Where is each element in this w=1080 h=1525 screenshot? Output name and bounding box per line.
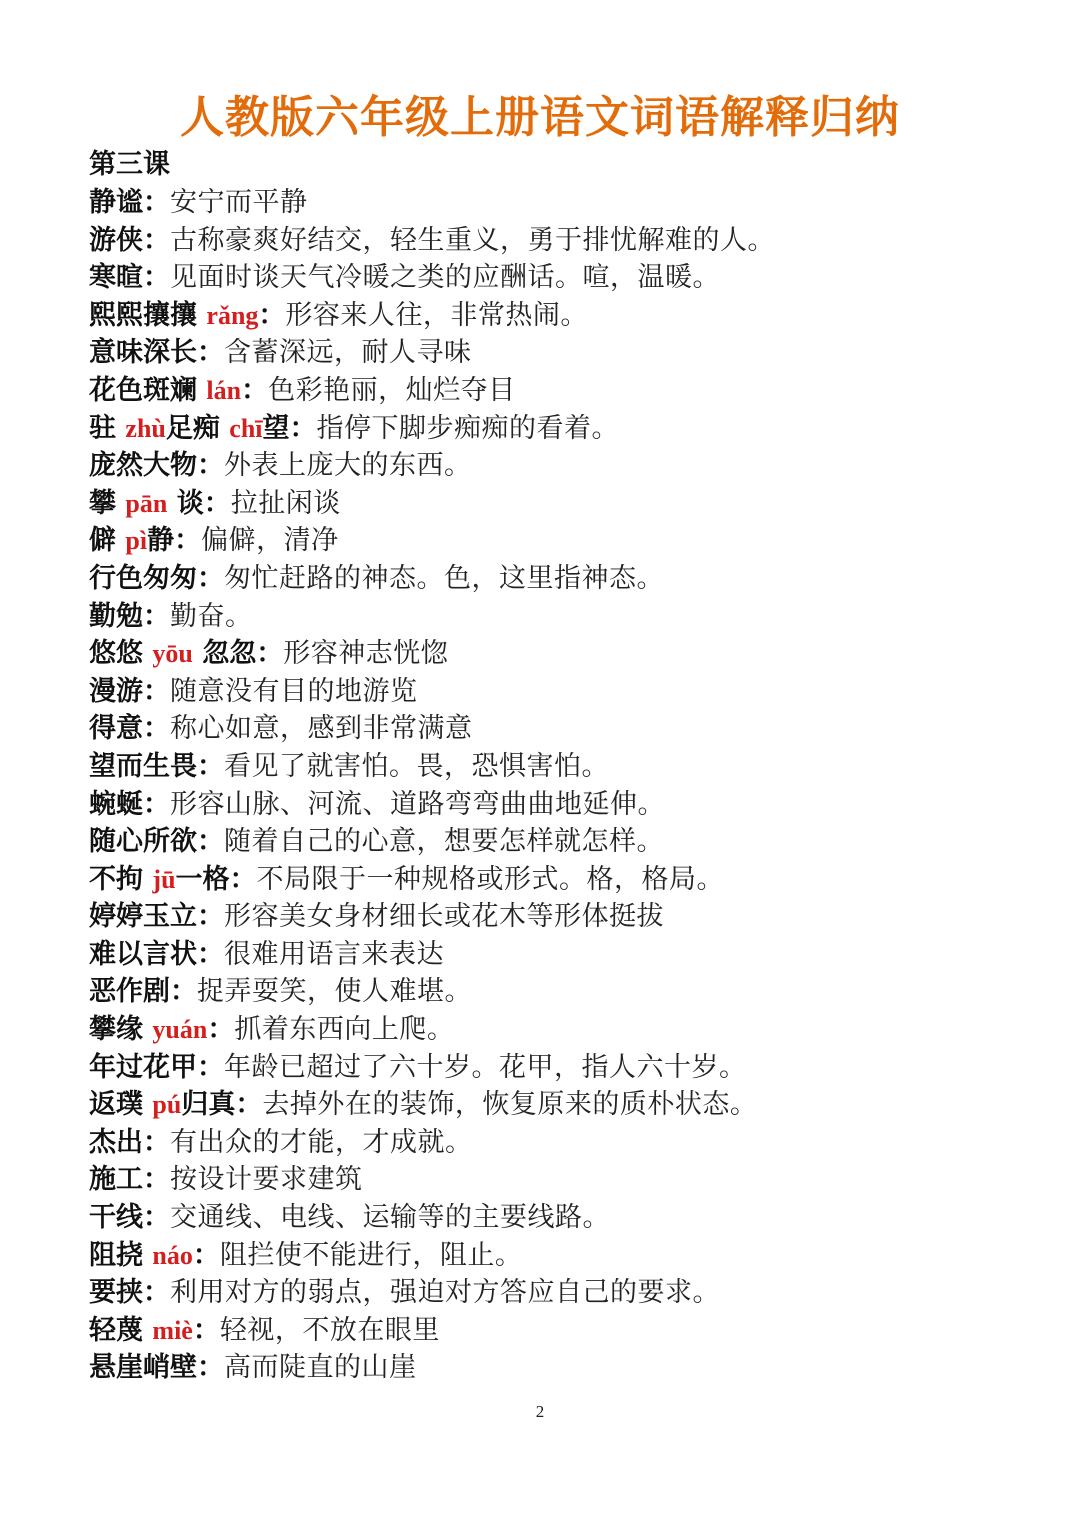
term-text: 僻: [89, 525, 126, 557]
vocab-term: [89, 563, 197, 594]
term-separator: ：: [235, 1089, 263, 1121]
term-definition: 指停下脚步痴痴的看着。: [316, 412, 620, 444]
vocab-entry: [89, 598, 1049, 636]
term-separator: ：: [192, 1239, 220, 1271]
vocab-entry: [89, 898, 1049, 936]
term-separator: ：: [143, 788, 170, 820]
vocab-term: [89, 976, 170, 1007]
term-text: 阻挠: [89, 1239, 153, 1271]
term-text: 悬崖峭壁: [89, 1352, 197, 1384]
vocab-term: [89, 713, 143, 744]
term-text: 意味深长: [89, 337, 197, 369]
vocab-term: [89, 901, 197, 932]
term-text: 攀: [89, 487, 126, 519]
term-definition: 利用对方的弱点，强迫对方答应自己的要求。: [170, 1277, 720, 1309]
vocab-term: [89, 676, 143, 707]
vocab-entry: [89, 372, 1049, 410]
term-separator: ：: [197, 750, 224, 782]
vocab-entry: [89, 410, 1049, 448]
term-text: 静: [147, 525, 175, 557]
vocab-term: [89, 789, 143, 820]
term-separator: ：: [197, 1352, 224, 1384]
term-text: 花色斑斓: [89, 374, 207, 406]
term-definition: 安宁而平静: [170, 187, 308, 218]
vocab-term: [89, 488, 204, 519]
term-separator: ：: [197, 450, 224, 482]
term-definition: 去掉外在的装饰，恢复原来的质朴状态。: [262, 1089, 758, 1121]
term-separator: ：: [143, 262, 170, 294]
vocab-term: [89, 826, 197, 857]
vocab-entry: [89, 1349, 1049, 1387]
vocab-term: [89, 1014, 207, 1045]
vocab-term: [89, 1127, 143, 1158]
lesson-heading: 第三课: [89, 149, 170, 180]
term-separator: ：: [258, 299, 286, 331]
vocab-term: [89, 939, 197, 970]
vocab-term: [89, 1202, 143, 1233]
term-definition: 不局限于一种规格或形式。格，格局。: [256, 863, 725, 895]
term-definition: 古称豪爽好结交，轻生重义，勇于排忧解难的人。: [170, 224, 775, 256]
vocabulary-list: [89, 184, 1049, 1387]
vocab-entry: [89, 1049, 1049, 1087]
term-text: 婷婷玉立: [89, 901, 197, 933]
vocab-term: [89, 525, 174, 556]
vocab-entry: [89, 748, 1049, 786]
term-text: 漫游: [89, 675, 143, 707]
term-definition: 含蓄深远，耐人寻味: [224, 337, 472, 369]
term-definition: 阻拦使不能进行，阻止。: [219, 1239, 523, 1271]
vocab-entry: [89, 259, 1049, 297]
term-separator: ：: [143, 1164, 170, 1196]
pinyin-annotation: chī: [229, 413, 263, 443]
term-separator: ：: [143, 187, 170, 218]
pinyin-annotation: rǎng: [206, 300, 259, 330]
term-text: 恶作剧: [89, 976, 170, 1008]
term-definition: 称心如意，感到非常满意: [170, 713, 473, 745]
term-definition: 勤奋。: [170, 600, 253, 632]
vocab-entry: [89, 560, 1049, 598]
pinyin-annotation: lán: [206, 375, 242, 405]
term-text: 随心所欲: [89, 826, 197, 858]
pinyin-annotation: náo: [152, 1240, 193, 1270]
vocab-term: [89, 1164, 143, 1195]
term-separator: ：: [203, 487, 231, 519]
term-definition: 拉扯闲谈: [230, 487, 341, 519]
term-definition: 外表上庞大的东西。: [224, 450, 472, 482]
vocab-entry: [89, 861, 1049, 899]
vocab-entry: [89, 1161, 1049, 1199]
vocab-term: [89, 1089, 235, 1120]
term-text: 施工: [89, 1164, 143, 1196]
term-separator: ：: [143, 1277, 170, 1309]
term-definition: 形容来人往，非常热闹。: [285, 299, 588, 331]
term-definition: 形容美女身材细长或花木等形体挺拔: [224, 901, 664, 933]
term-definition: 抓着东西向上爬。: [234, 1014, 455, 1046]
vocab-entry: [89, 222, 1049, 260]
term-text: 勤勉: [89, 600, 143, 632]
vocab-entry: [89, 673, 1049, 711]
vocab-term: [89, 300, 258, 331]
vocab-term: [89, 337, 197, 368]
term-text: 望: [262, 412, 290, 444]
vocab-entry: [89, 297, 1049, 335]
vocab-term: [89, 225, 143, 256]
term-definition: 色彩艳丽，灿烂夺目: [268, 374, 516, 406]
term-separator: ：: [289, 412, 317, 444]
term-text: 蜿蜒: [89, 788, 143, 820]
vocab-entry: [89, 485, 1049, 523]
vocab-entry: [89, 184, 1049, 222]
vocab-entry: [89, 710, 1049, 748]
vocab-term: [89, 375, 241, 406]
pinyin-annotation: yōu: [152, 639, 193, 669]
term-text: 难以言状: [89, 938, 197, 970]
term-text: 一格: [175, 863, 230, 895]
vocab-term: [89, 1352, 197, 1383]
pinyin-annotation: pān: [125, 488, 168, 518]
vocab-entry: [89, 1312, 1049, 1350]
term-text: 谈: [167, 487, 204, 519]
term-separator: ：: [143, 1202, 170, 1234]
term-text: 干线: [89, 1202, 143, 1234]
term-definition: 形容神志恍惚: [283, 638, 449, 670]
term-definition: 随意没有目的地游览: [170, 675, 418, 707]
vocab-term: [89, 187, 143, 218]
term-text: 归真: [181, 1089, 236, 1121]
term-text: 行色匆匆: [89, 562, 197, 594]
term-text: 游侠: [89, 224, 143, 256]
term-text: 忽忽: [192, 638, 257, 670]
vocab-entry: [89, 1086, 1049, 1124]
vocab-term: [89, 450, 197, 481]
term-separator: ：: [229, 863, 257, 895]
term-definition: 见面时谈天气冷暖之类的应酬话。喧，温暖。: [170, 262, 720, 294]
vocab-entry: [89, 447, 1049, 485]
term-text: 不拘: [89, 863, 153, 895]
term-text: 望而生畏: [89, 750, 197, 782]
term-text: 得意: [89, 713, 143, 745]
term-separator: ：: [143, 675, 170, 707]
pinyin-annotation: jū: [152, 864, 176, 894]
term-text: 攀缘: [89, 1014, 153, 1046]
term-separator: ：: [197, 562, 224, 594]
term-definition: 按设计要求建筑: [170, 1164, 363, 1196]
vocab-term: [89, 638, 256, 669]
pinyin-annotation: yuán: [152, 1015, 208, 1045]
term-text: 足痴: [165, 412, 230, 444]
term-definition: 高而陡直的山崖: [224, 1352, 417, 1384]
vocab-entry: [89, 1199, 1049, 1237]
term-separator: ：: [241, 374, 269, 406]
term-separator: ：: [143, 1126, 170, 1158]
vocab-term: [89, 751, 197, 782]
vocab-entry: [89, 334, 1049, 372]
term-separator: ：: [170, 976, 197, 1008]
pinyin-annotation: miè: [152, 1315, 193, 1345]
vocab-entry: [89, 522, 1049, 560]
term-definition: 很难用语言来表达: [224, 938, 444, 970]
term-separator: ：: [197, 1051, 224, 1083]
term-text: 返璞: [89, 1089, 153, 1121]
vocab-term: [89, 1277, 143, 1308]
vocab-entry: [89, 936, 1049, 974]
term-definition: 有出众的才能，才成就。: [170, 1126, 473, 1158]
term-separator: ：: [197, 826, 224, 858]
term-definition: 匆忙赶路的神态。色，这里指神态。: [224, 562, 664, 594]
pinyin-annotation: pú: [152, 1090, 182, 1120]
term-separator: ：: [197, 901, 224, 933]
term-definition: 偏僻，清净: [201, 525, 339, 557]
term-text: 轻蔑: [89, 1314, 153, 1346]
vocab-term: [89, 864, 230, 895]
term-separator: ：: [207, 1014, 235, 1046]
term-text: 悠悠: [89, 638, 153, 670]
term-definition: 随着自己的心意，想要怎样就怎样。: [224, 826, 664, 858]
term-definition: 交通线、电线、运输等的主要线路。: [170, 1202, 610, 1234]
term-separator: ：: [197, 938, 224, 970]
vocab-entry: [89, 786, 1049, 824]
term-text: 寒暄: [89, 262, 143, 294]
term-definition: 捉弄耍笑，使人难堪。: [197, 976, 472, 1008]
term-separator: ：: [143, 224, 170, 256]
vocab-entry: [89, 1124, 1049, 1162]
pinyin-annotation: pì: [125, 526, 148, 556]
term-text: 熙熙攘攘: [89, 299, 207, 331]
term-separator: ：: [192, 1314, 220, 1346]
term-separator: ：: [256, 638, 284, 670]
term-definition: 年龄已超过了六十岁。花甲，指人六十岁。: [224, 1051, 747, 1083]
term-text: 驻: [89, 412, 126, 444]
vocab-entry: [89, 973, 1049, 1011]
vocab-entry: [89, 635, 1049, 673]
term-text: 年过花甲: [89, 1051, 197, 1083]
vocab-term: [89, 262, 143, 293]
term-definition: 形容山脉、河流、道路弯弯曲曲地延伸。: [170, 788, 665, 820]
page-title: 人教版六年级上册语文词语解释归纳: [180, 92, 900, 143]
term-separator: ：: [143, 600, 170, 632]
vocab-entry: [89, 823, 1049, 861]
pinyin-annotation: zhù: [125, 413, 166, 443]
term-definition: 轻视，不放在眼里: [219, 1314, 440, 1346]
term-text: 要挟: [89, 1277, 143, 1309]
term-text: 静谧: [89, 187, 143, 218]
term-separator: ：: [143, 713, 170, 745]
vocab-term: [89, 413, 290, 444]
term-separator: ：: [197, 337, 224, 369]
page-number: 2: [535, 1402, 545, 1421]
vocab-entry: [89, 1237, 1049, 1275]
vocab-entry: [89, 1011, 1049, 1049]
term-definition: 看见了就害怕。畏，恐惧害怕。: [224, 750, 609, 782]
term-text: 庞然大物: [89, 450, 197, 482]
vocab-term: [89, 1240, 193, 1271]
vocab-term: [89, 1052, 197, 1083]
term-text: 杰出: [89, 1126, 143, 1158]
vocab-term: [89, 601, 143, 632]
vocab-entry: [89, 1274, 1049, 1312]
vocab-term: [89, 1315, 193, 1346]
term-separator: ：: [174, 525, 202, 557]
